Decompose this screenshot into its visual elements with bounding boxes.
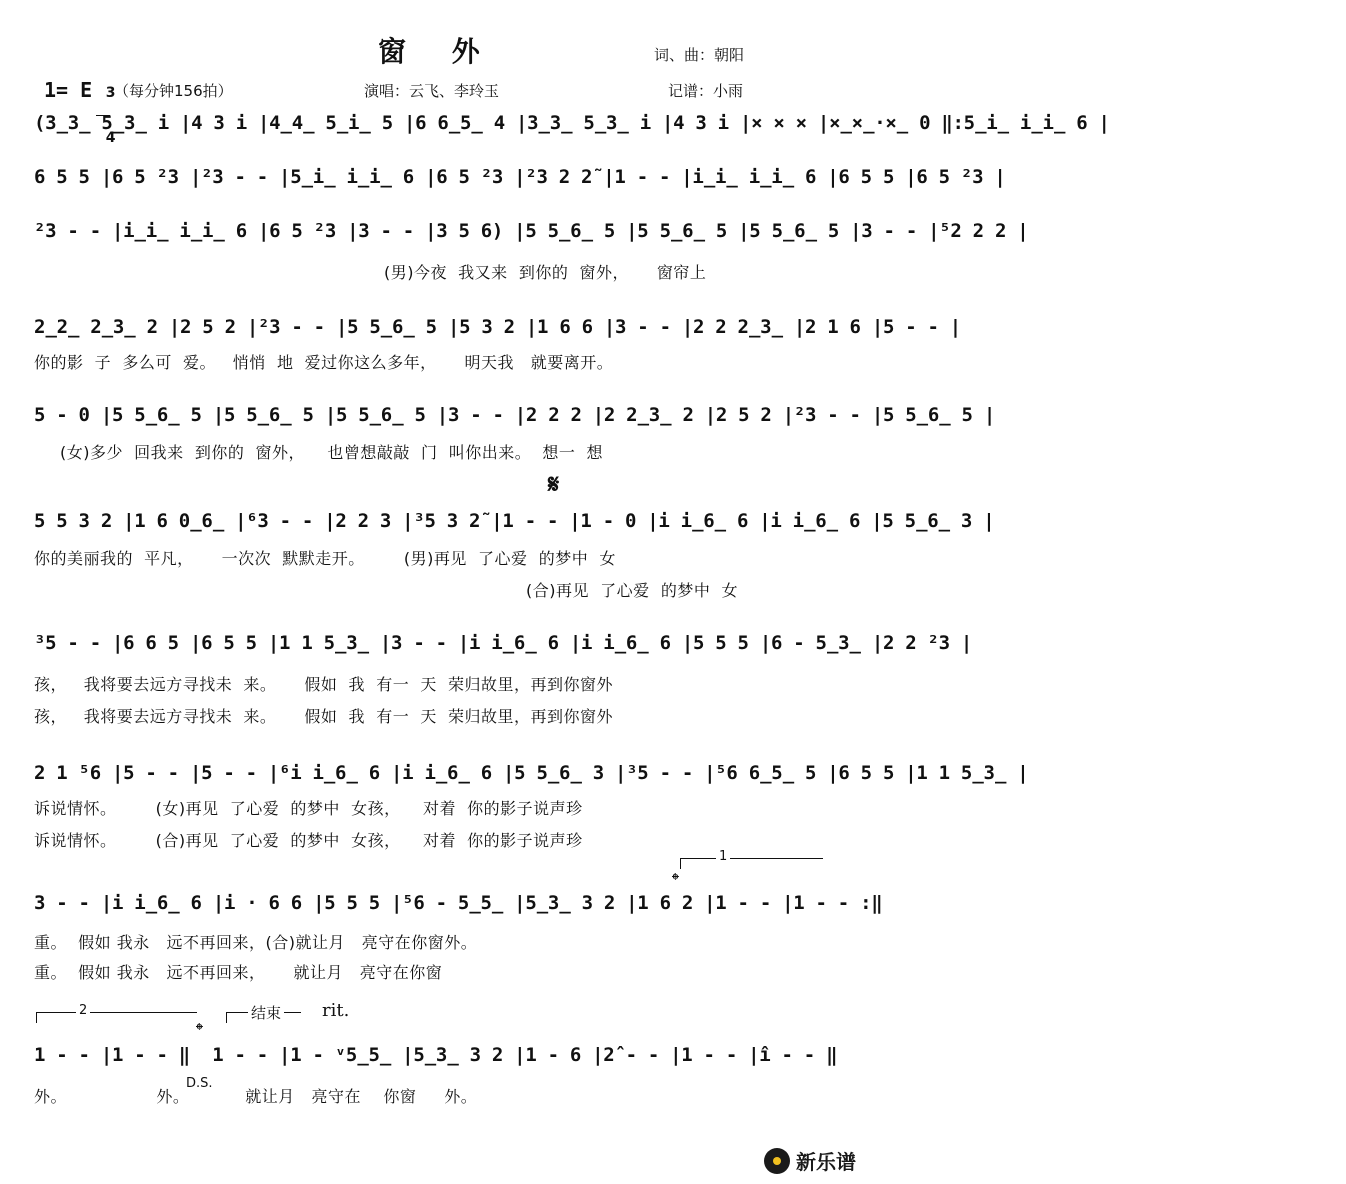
score-line-5-lyric: (女)多少 回我来 到你的 窗外， 也曾想敲敲 门 叫你出来。 想一 想	[60, 443, 604, 462]
score-line-6-lyric: 你的美丽我的 平凡， 一次次 默默走开。 (男)再见 了心爱 的梦中 女	[34, 549, 616, 568]
score-line-9-lyric-chorus: 重。 假如 我永 远不再回来， 就让月 亮守在你窗	[34, 963, 443, 982]
tempo-marking: （每分钟156拍）	[114, 82, 233, 100]
score-line-6-lyric-chorus: (合)再见 了心爱 的梦中 女	[526, 581, 739, 600]
score-line-4-lyric: 你的影 子 多么可 爱。 悄悄 地 爱过你这么多年， 明天我 就要离开。	[34, 353, 614, 372]
score-line-10-lyric: 外。 外。 就让月 亮守在 你窗 外。	[34, 1087, 478, 1106]
score-line-6-notes: 5 5 3 2 |1 6 0̲6̲ |⁶3 - - |2 2 3 |³5 3 2̃ |1 - - |1 - 0 |i i̲6̲ 6 |i i̲6̲ 6 |5 5̲6̲ 3 |	[34, 510, 995, 532]
score-line-8-lyric-chorus: 诉说情怀。 (合)再见 了心爱 的梦中 女孩， 对着 你的影子说声珍	[34, 831, 583, 850]
volta-1-label: 1	[716, 849, 730, 864]
lyricist-composer: 词、曲：朝阳	[654, 46, 745, 64]
time-signature	[96, 72, 116, 146]
ds-marking: D.S.	[186, 1076, 213, 1091]
logo-text: 新乐谱	[796, 1150, 856, 1174]
rit-marking: rit.	[322, 1000, 350, 1021]
score-line-5-notes: 5 - 0 |5 5̲6̲ 5 |5 5̲6̲ 5 |5 5̲6̲ 5 |3 - - |2 2 2 |2 2̲3̲ 2 |2 5 2 |²3 - - |5 5̲6̲ 5 |	[34, 404, 995, 426]
coda-sign: 𝄌	[672, 868, 679, 892]
score-line-7-notes: ³5 - - |6 6 5 |6 5 5 |1 1 5̲3̲ |3 - - |i i̲6̲ 6 |i i̲6̲ 6 |5 5 5 |6 - 5̲3̲ |2 2 ²3 |	[34, 632, 973, 654]
segno-sign: 𝄋	[548, 470, 560, 500]
transcriber: 记谱：小雨	[668, 82, 744, 100]
time-signature-bottom: 4	[105, 130, 116, 146]
score-line-7-lyric-chorus: 孩， 我将要去远方寻找未 来。 假如 我 有一 天 荣归故里，再到你窗外	[34, 707, 614, 726]
score-line-8-lyric: 诉说情怀。 (女)再见 了心爱 的梦中 女孩， 对着 你的影子说声珍	[34, 799, 583, 818]
ending-label: 结束	[248, 1002, 284, 1023]
volta-1-bracket	[680, 858, 823, 869]
score-line-3-lyric: (男)今夜 我又来 到你的 窗外， 窗帘上	[384, 263, 707, 282]
score-line-4-notes: 2̲2̲ 2̲3̲ 2 |2 5 2 |²3 - - |5 5̲6̲ 5 |5 3 2 |1 6 6 |3 - - |2 2 2̲3̲ |2 1 6 |5 - - |	[34, 316, 961, 338]
score-line-2-notes: 6 5 5 |6 5 ²3 |²3 - - |5̲i̲ i̲i̲ 6 |6 5 ²3 |²3 2 2̃ |1 - - |i̲i̲ i̲i̲ 6 |6 5 5 |6 5 ²3 |	[34, 166, 1006, 188]
score-line-9-notes: 3 - - |i i̲6̲ 6 |i · 6 6 |5 5 5 |⁵6 - 5̲5̲ |5̲3̲ 3 2 |1 6 2 |1 - - |1 - - :‖	[34, 892, 883, 914]
coda-sign-2: 𝄌	[196, 1018, 203, 1042]
key-signature: 1= E	[44, 78, 93, 102]
page-title: 窗 外	[378, 35, 498, 68]
score-line-7-lyric: 孩， 我将要去远方寻找未 来。 假如 我 有一 天 荣归故里，再到你窗外	[34, 675, 614, 694]
time-signature-top: 3	[105, 85, 116, 101]
score-line-3-notes: ²3 - - |i̲i̲ i̲i̲ 6 |6 5 ²3 |3 - - |3 5 6) |5 5̲6̲ 5 |5 5̲6̲ 5 |5 5̲6̲ 5 |3 - - |⁵2 2 2 |	[34, 220, 1029, 242]
singers: 演唱：云飞、李玲玉	[364, 82, 500, 100]
score-line-1-notes: (3̲3̲ 5̲3̲ i |4 3 i |4̲4̲ 5̲i̲ 5 |6 6̲5̲ 4 |3̲3̲ 5̲3̲ i |4 3 i |× × × |×̲×̲·×̲ 0 ‖:5̲i̲ i̲i̲ 6 |	[34, 112, 1110, 134]
volta-2-label: 2	[76, 1003, 90, 1018]
score-line-10-notes: 1 - - |1 - - ‖ 1 - - |1 - ᵛ5̲5̲ |5̲3̲ 3 2 |1 - 6 |2̂ - - |1 - - |î - - ‖	[34, 1044, 838, 1066]
volta-2-bracket	[36, 1012, 197, 1023]
score-line-9-lyric: 重。 假如 我永 远不再回来，(合)就让月 亮守在你窗外。	[34, 933, 478, 952]
record-disc-icon	[764, 1148, 790, 1174]
site-logo	[764, 1146, 856, 1175]
score-line-8-notes: 2 1 ⁵6 |5 - - |5 - - |⁶i i̲6̲ 6 |i i̲6̲ 6 |5 5̲6̲ 3 |³5 - - |⁵6 6̲5̲ 5 |6 5 5 |1 1 5̲3̲ |	[34, 762, 1029, 784]
